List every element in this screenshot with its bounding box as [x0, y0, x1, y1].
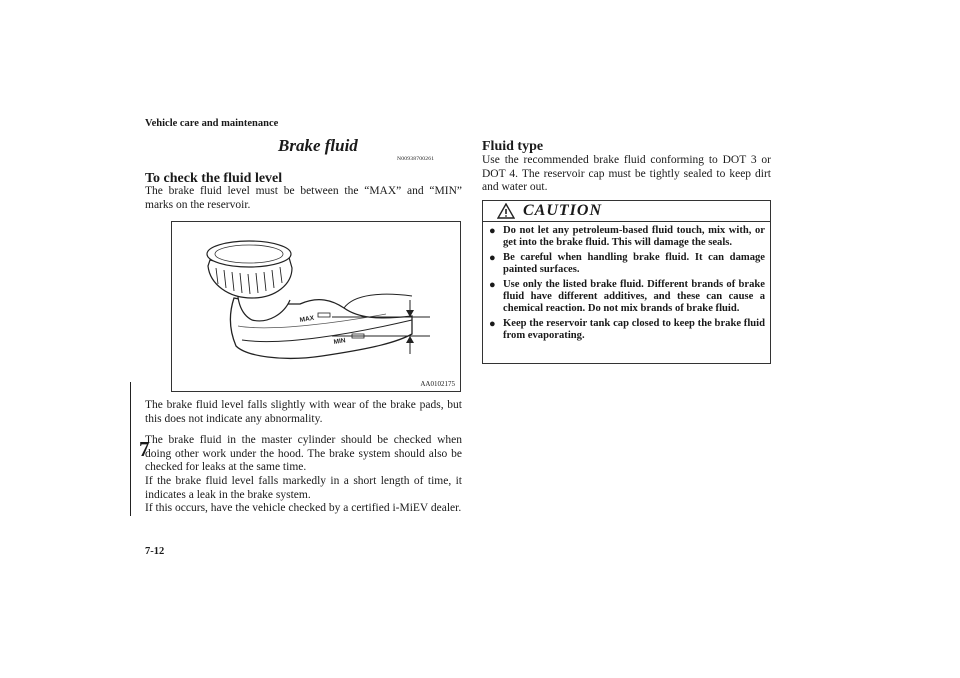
reservoir-figure [171, 221, 461, 392]
caution-item: ● Keep the reservoir tank cap closed to keep the brake fluid from evaporating. [489, 317, 765, 342]
brake-reservoir-illustration [172, 222, 460, 391]
fluid-type-heading: Fluid type [482, 139, 544, 154]
caution-list [489, 225, 765, 345]
max-mark-label: MAX [299, 314, 315, 324]
check-fluid-intro: The brake fluid level must be between the “MAX” and “MIN” marks on the reservoir. [145, 185, 462, 211]
bullet-icon: ● [489, 278, 496, 291]
caution-header [483, 201, 770, 222]
figure-id: AA0102175 [420, 380, 455, 388]
caution-box [482, 200, 771, 364]
caution-item: ● Use only the listed brake fluid. Different brands of brake fluid have different additives, and these can cause a chemical reaction. Do not mix brands of brake fluid. [489, 278, 765, 315]
bullet-icon: ● [489, 225, 496, 237]
section-code: N00938700261 [397, 156, 435, 162]
dealer-paragraph: If this occurs, have the vehicle checked by a certified i-MiEV dealer. [145, 502, 462, 514]
check-fluid-heading: To check the fluid level [145, 171, 283, 186]
caution-item: ● Do not let any petroleum-based fluid touch, mix with, or get into the brake fluid. This will damage the seals. [489, 225, 765, 249]
chapter-tab: 7 [139, 437, 150, 461]
section-title: Brake fluid [278, 136, 358, 155]
pad-wear-paragraph: The brake fluid level falls slightly with wear of the brake pads, but this does not indicate any abnormality. [145, 399, 462, 425]
chapter-side-rule [130, 382, 131, 516]
fluid-type-text: Use the recommended brake fluid conforming to DOT 3 or DOT 4. The reservoir cap must be tightly sealed to keep dirt and water out. [482, 154, 771, 194]
min-mark-label: MIN [333, 337, 347, 346]
warning-triangle-icon [497, 203, 515, 219]
leak-paragraph: If the brake fluid level falls markedly in a short length of time, it indicates a leak in the brake system. [145, 475, 462, 501]
running-header: Vehicle care and maintenance [145, 118, 279, 129]
bullet-icon: ● [489, 251, 496, 264]
caution-title: CAUTION [523, 202, 603, 219]
bullet-icon: ● [489, 317, 496, 330]
master-cylinder-paragraph: The brake fluid in the master cylinder should be checked when doing other work under the hood. The brake system should also be checked for leaks at the same time. [145, 434, 462, 474]
page-number: 7-12 [145, 546, 165, 557]
caution-item: ● Be careful when handling brake fluid. It can damage painted surfaces. [489, 251, 765, 276]
